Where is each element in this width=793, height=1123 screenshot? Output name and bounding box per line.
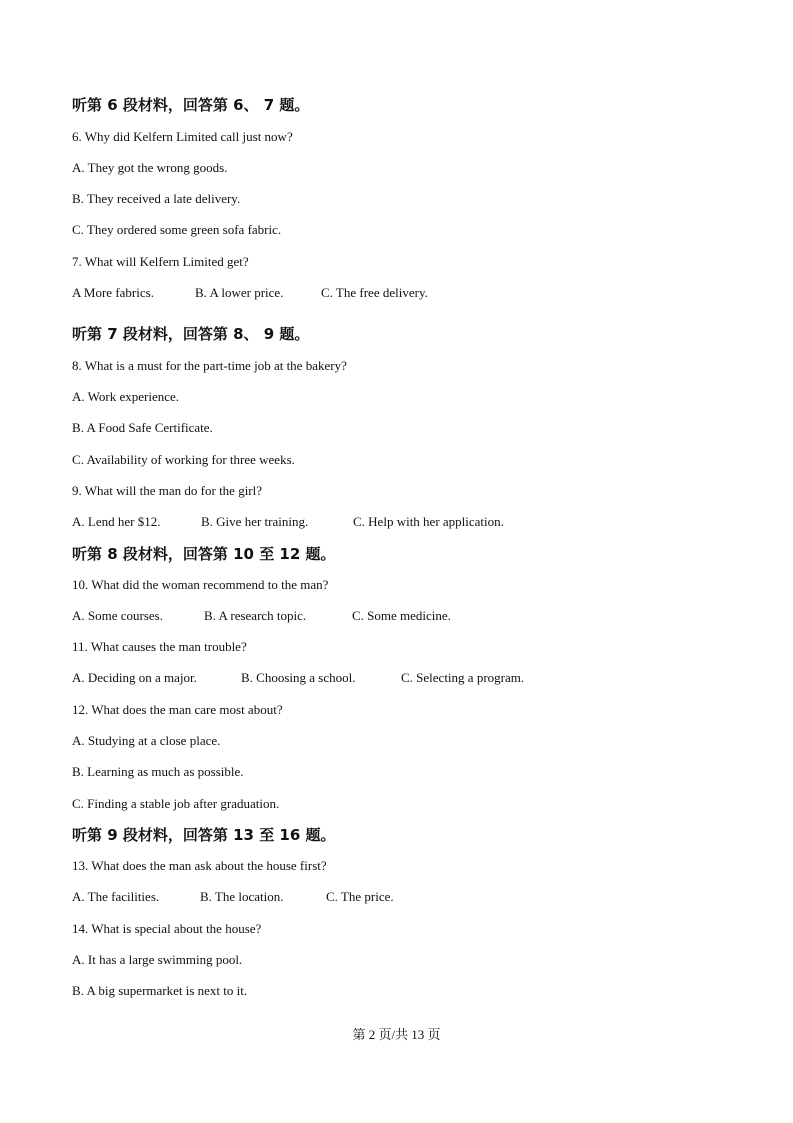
question-9-stem: 9. What will the man do for the girl? xyxy=(72,483,263,498)
question-11-options xyxy=(72,670,524,686)
question-13-options xyxy=(72,889,394,905)
question-11-option-b: B. Choosing a school. xyxy=(241,670,356,685)
question-9-option-b: B. Give her training. xyxy=(201,514,309,529)
question-9-option-a: A. Lend her $12. xyxy=(72,514,161,529)
question-10-stem: 10. What did the woman recommend to the man? xyxy=(72,577,329,592)
question-11-stem: 11. What causes the man trouble? xyxy=(72,639,247,654)
section-heading-6: 听第 6 段材料，回答第 6、 7 题。 xyxy=(72,96,310,114)
question-6-stem: 6. Why did Kelfern Limited call just now? xyxy=(72,129,293,144)
question-13-stem: 13. What does the man ask about the house first? xyxy=(72,858,327,873)
question-10-option-b: B. A research topic. xyxy=(204,608,307,623)
question-11-option-a: A. Deciding on a major. xyxy=(72,670,197,685)
question-7-option-a: A More fabrics. xyxy=(72,285,154,300)
question-13-option-a: A. The facilities. xyxy=(72,889,160,904)
question-8-option-c: C. Availability of working for three weeks. xyxy=(72,452,295,467)
question-11-option-c: C. Selecting a program. xyxy=(401,670,525,685)
question-7-stem: 7. What will Kelfern Limited get? xyxy=(72,254,249,269)
question-9-option-c: C. Help with her application. xyxy=(353,514,504,529)
question-12-option-b: B. Learning as much as possible. xyxy=(72,764,244,779)
question-8-option-b: B. A Food Safe Certificate. xyxy=(72,420,213,435)
section-heading-8: 听第 8 段材料，回答第 10 至 12 题。 xyxy=(72,545,336,563)
question-12-stem: 12. What does the man care most about? xyxy=(72,702,283,717)
question-12-option-c: C. Finding a stable job after graduation. xyxy=(72,796,280,811)
question-14-option-a: A. It has a large swimming pool. xyxy=(72,952,243,967)
question-10-option-c: C. Some medicine. xyxy=(352,608,451,623)
section-heading-7: 听第 7 段材料，回答第 8、 9 题。 xyxy=(72,325,310,343)
question-13-option-b: B. The location. xyxy=(200,889,284,904)
question-6-option-c: C. They ordered some green sofa fabric. xyxy=(72,222,282,237)
question-6-option-a: A. They got the wrong goods. xyxy=(72,160,228,175)
page-number: 第 2 页/共 13 页 xyxy=(352,1027,441,1042)
question-7-options xyxy=(72,285,428,301)
question-10-options xyxy=(72,608,451,624)
question-6-option-b: B. They received a late delivery. xyxy=(72,191,241,206)
question-14-option-b: B. A big supermarket is next to it. xyxy=(72,983,248,998)
question-10-option-a: A. Some courses. xyxy=(72,608,163,623)
question-9-options xyxy=(72,514,504,530)
question-8-stem: 8. What is a must for the part-time job at the bakery? xyxy=(72,358,347,373)
question-8-option-a: A. Work experience. xyxy=(72,389,180,404)
section-heading-9: 听第 9 段材料，回答第 13 至 16 题。 xyxy=(72,826,336,844)
question-13-option-c: C. The price. xyxy=(326,889,394,904)
question-14-stem: 14. What is special about the house? xyxy=(72,921,262,936)
question-7-option-b: B. A lower price. xyxy=(195,285,284,300)
question-12-option-a: A. Studying at a close place. xyxy=(72,733,221,748)
question-7-option-c: C. The free delivery. xyxy=(321,285,428,300)
